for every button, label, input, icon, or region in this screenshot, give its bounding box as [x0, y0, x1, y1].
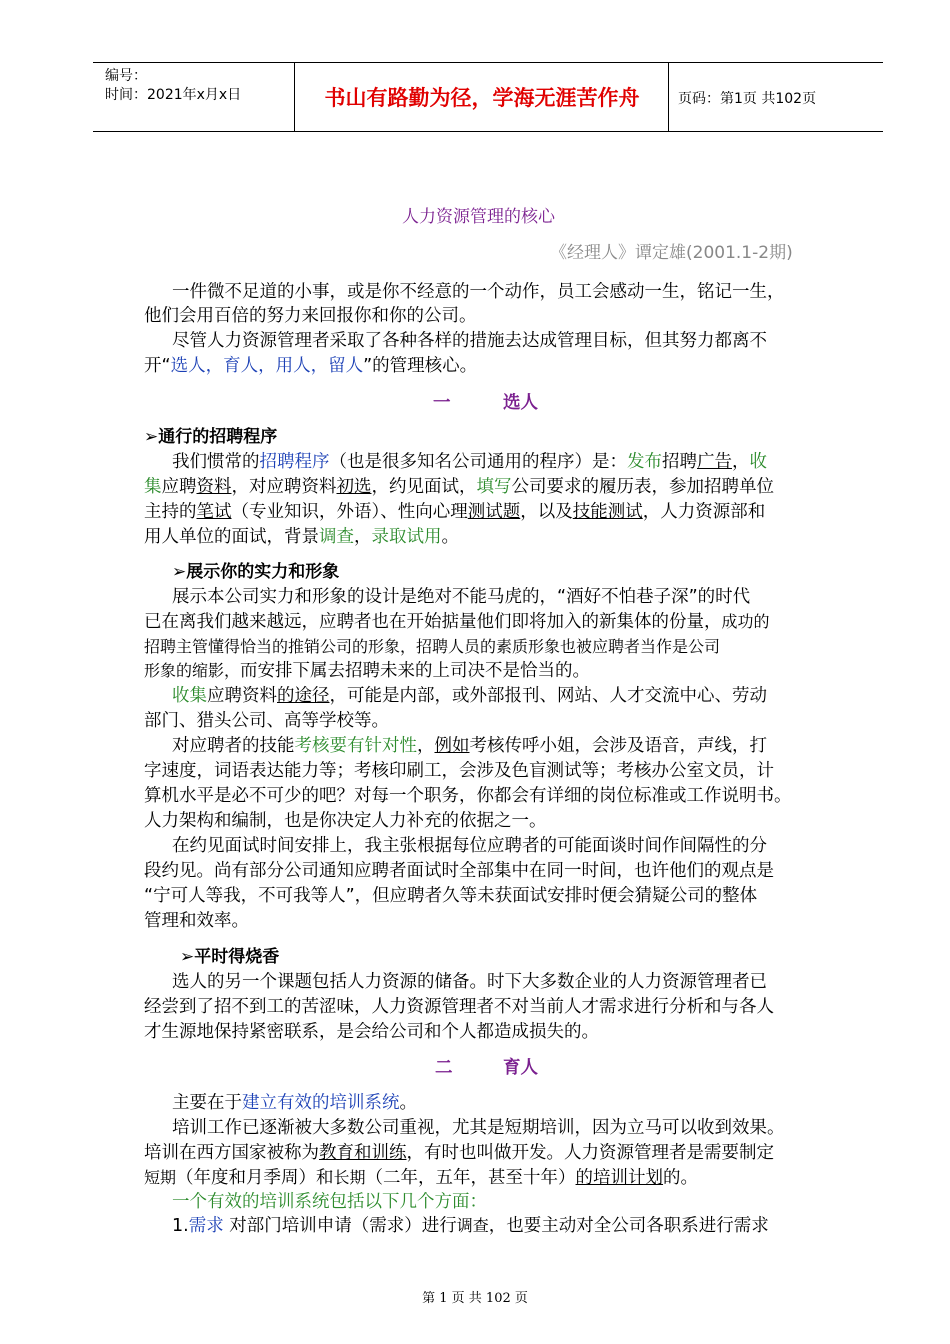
section-title: 育人	[503, 1058, 538, 1078]
paragraph: 1.需求 对部门培训申请（需求）进行调查，也要主动对全公司各职系进行需求	[172, 1216, 769, 1236]
paragraph: 收集应聘资料的途径，可能是内部，或外部报刊、网站、人才交流中心、劳动	[172, 686, 767, 706]
paragraph: 用人单位的面试，背景调查，录取试用。	[144, 527, 459, 547]
number-label: 编号：	[105, 68, 147, 84]
paragraph: 展示本公司实力和形象的设计是绝对不能马虎的，“酒好不怕巷子深”的时代	[172, 587, 751, 607]
core-keywords: 选人，育人，用人，留人	[170, 356, 364, 376]
header-motto: 书山有路勤为径，学海无涯苦作舟	[324, 85, 640, 110]
paragraph: 招聘主管懂得恰当的推销公司的形象，招聘人员的素质形象也被应聘者当作是公司	[144, 637, 721, 656]
page-header	[93, 62, 883, 132]
subheading: ➢通行的招聘程序	[144, 427, 278, 447]
paragraph: “宁可人等我，不可我等人”，但应聘者久等未获面试安排时便会猜疑公司的整体	[144, 886, 758, 906]
paragraph: 一个有效的培训系统包括以下几个方面：	[172, 1192, 487, 1212]
paragraph: 对应聘者的技能考核要有针对性，例如考核传呼小姐，会涉及语音，声线，打	[172, 736, 767, 756]
paragraph: 培训在西方国家被称为教育和训练，有时也叫做开发。人力资源管理者是需要制定	[144, 1143, 774, 1163]
paragraph: 集应聘资料，对应聘资料初选，约见面试，填写公司要求的履历表，参加招聘单位	[144, 477, 774, 497]
paragraph: 主要在于建立有效的培训系统。	[172, 1093, 417, 1113]
doc-title: 人力资源管理的核心	[402, 207, 555, 227]
paragraph: 一件微不足道的小事，或是你不经意的一个动作，员工会感动一生，铭记一生，	[172, 282, 785, 302]
header-divider	[668, 63, 669, 131]
header-meta	[105, 67, 241, 105]
paragraph: 开“选人，育人，用人，留人”的管理核心。	[144, 356, 478, 376]
paragraph: 我们惯常的招聘程序（也是很多知名公司通用的程序）是：发布招聘广告，收	[172, 452, 767, 472]
doc-source: 《经理人》谭定雄(2001.1-2期)	[550, 243, 793, 263]
paragraph: 管理和效率。	[144, 911, 249, 931]
subheading: ➢平时得烧香	[180, 947, 280, 967]
paragraph: 形象的缩影，而安排下属去招聘未来的上司决不是恰当的。	[144, 661, 591, 681]
subheading: ➢展示你的实力和形象	[172, 562, 340, 582]
paragraph: 算机水平是必不可少的吧？对每一个职务，你都会有详细的岗位标准或工作说明书。	[144, 786, 792, 806]
paragraph: 人力架构和编制，也是你决定人力补充的依据之一。	[144, 811, 547, 831]
arrow-bullet-icon: ➢	[172, 562, 187, 582]
section-number: 一	[433, 393, 451, 413]
paragraph: 主持的笔试（专业知识，外语）、性向心理测试题，以及技能测试，人力资源部和	[144, 502, 766, 522]
page-label: 页码：第1页 共102页	[678, 91, 817, 107]
paragraph: 在约见面试时间安排上，我主张根据每位应聘者的可能面谈时间作间隔性的分	[172, 836, 767, 856]
arrow-bullet-icon: ➢	[144, 427, 159, 447]
paragraph: 尽管人力资源管理者采取了各种各样的措施去达成管理目标，但其努力都离不	[172, 331, 767, 351]
paragraph: 才生源地保持紧密联系，是会给公司和个人都造成损失的。	[144, 1022, 599, 1042]
paragraph: 段约见。尚有部分公司通知应聘者面试时全部集中在同一时间，也许他们的观点是	[144, 861, 774, 881]
paragraph: 部门、猎头公司、高等学校等。	[144, 711, 389, 731]
section-title: 选人	[503, 393, 538, 413]
section-number: 二	[435, 1058, 453, 1078]
paragraph: 他们会用百倍的努力来回报你和你的公司。	[144, 306, 477, 326]
time-label: 时间：2021年x月x日	[105, 87, 242, 103]
paragraph: 短期（年度和月季周）和长期（二年，五年，甚至十年）的培训计划的。	[144, 1168, 699, 1188]
paragraph: 字速度，词语表达能力等；考核印刷工，会涉及色盲测试等；考核办公室文员，计	[144, 761, 774, 781]
paragraph: 选人的另一个课题包括人力资源的储备。时下大多数企业的人力资源管理者已	[172, 972, 767, 992]
paragraph: 已在离我们越来越远，应聘者也在开始掂量他们即将加入的新集体的份量，成功的	[144, 612, 770, 632]
paragraph: 培训工作已逐渐被大多数公司重视，尤其是短期培训，因为立马可以收到效果。	[172, 1118, 785, 1138]
arrow-bullet-icon: ➢	[180, 947, 195, 967]
page-footer: 第 1 页 共 102 页	[422, 1291, 528, 1306]
paragraph: 经尝到了招不到工的苦涩味，人力资源管理者不对当前人才需求进行分析和与各人	[144, 997, 774, 1017]
